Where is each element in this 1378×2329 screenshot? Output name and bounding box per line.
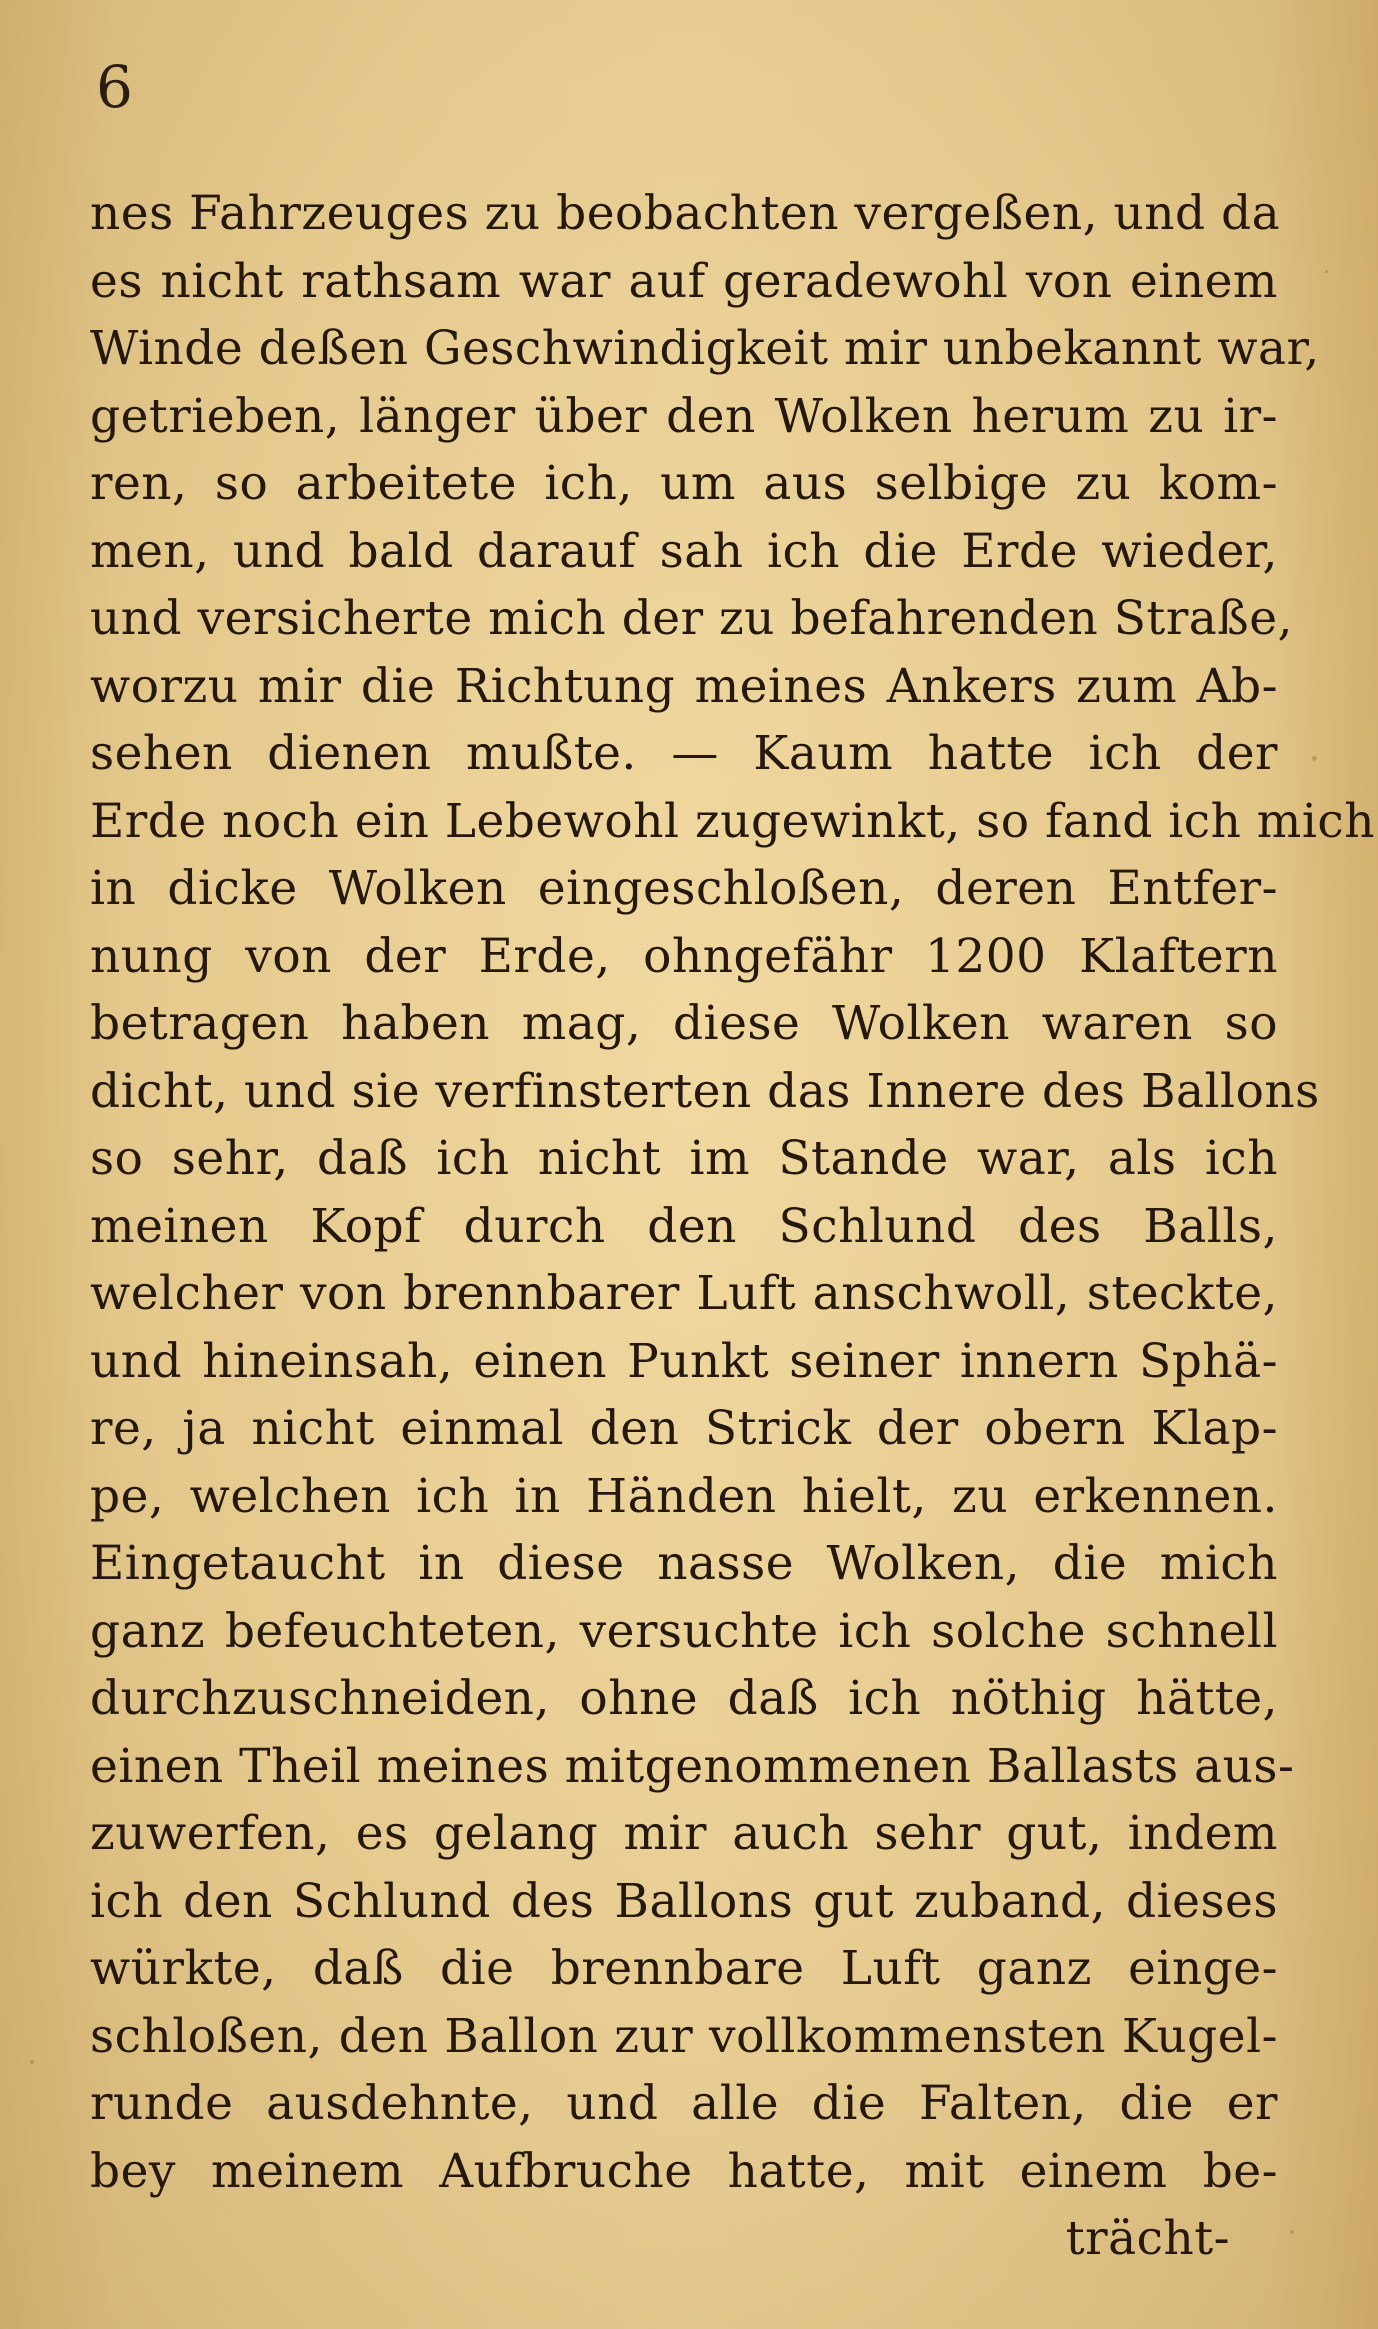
paper-speck	[1325, 270, 1328, 273]
paper-speck	[1290, 2230, 1294, 2234]
text-line: es nicht rathsam war auf geradewohl von einem	[90, 253, 1278, 309]
text-line: und hineinsah, einen Punkt seiner innern Sphä-	[90, 1333, 1278, 1389]
text-line: und versicherte mich der zu befahrenden Straße,	[90, 591, 1293, 646]
text-line: durchzuschneiden, ohne daß ich nöthig hätte,	[90, 1671, 1278, 1726]
text-line: Erde noch ein Lebewohl zugewinkt, so fand ich mich	[90, 793, 1376, 849]
text-line: dicht, und sie verfinsterten das Innere des Ballons	[90, 1063, 1320, 1119]
text-line: ich den Schlund des Ballons gut zuband, dieses	[90, 1873, 1278, 1929]
text-line: worzu mir die Richtung meines Ankers zum Ab-	[90, 658, 1278, 714]
text-line: runde ausdehnte, und alle die Falten, die er	[90, 2076, 1278, 2131]
text-line: betragen haben mag, diese Wolken waren so	[90, 996, 1278, 1051]
page-number: 6	[96, 53, 133, 121]
text-line: welcher von brennbarer Luft anschwoll, steckte,	[90, 1266, 1278, 1321]
text-line: zuwerfen, es gelang mir auch sehr gut, indem	[90, 1806, 1278, 1861]
text-line: bey meinem Aufbruche hatte, mit einem be-	[90, 2143, 1278, 2199]
text-line: meinen Kopf durch den Schlund des Balls,	[90, 1198, 1278, 1254]
paper-speck	[1312, 756, 1317, 761]
text-line: Eingetaucht in diese nasse Wolken, die mich	[90, 1536, 1278, 1591]
text-line: nung von der Erde, ohngefähr 1200 Klaftern	[90, 928, 1278, 984]
text-line: würkte, daß die brennbare Luft ganz einge-	[90, 1941, 1278, 1996]
text-line: ganz befeuchteten, versuchte ich solche schnell	[90, 1603, 1278, 1659]
text-line: men, und bald darauf sah ich die Erde wieder,	[90, 523, 1278, 579]
text-line: so sehr, daß ich nicht im Stande war, als ich	[90, 1131, 1278, 1186]
text-line: Winde deßen Geschwindigkeit mir unbekannt war,	[90, 321, 1320, 376]
text-line: sehen dienen mußte. — Kaum hatte ich der	[90, 726, 1278, 781]
text-line: in dicke Wolken eingeschloßen, deren Entfer-	[90, 861, 1278, 916]
text-line: einen Theil meines mitgenommenen Ballasts aus-	[90, 1738, 1295, 1794]
text-line: nes Fahrzeuges zu beobachten vergeßen, und da	[90, 186, 1281, 241]
text-line: re, ja nicht einmal den Strick der obern Klap-	[90, 1401, 1278, 1456]
text-line: pe, welchen ich in Händen hielt, zu erkennen.	[90, 1468, 1278, 1524]
text-line: schloßen, den Ballon zur vollkommensten Kugel-	[90, 2008, 1278, 2064]
text-line: ren, so arbeitete ich, um aus selbige zu kom-	[90, 456, 1278, 511]
body-text	[90, 180, 1376, 2273]
catchword: trächt-	[1065, 2211, 1230, 2266]
text-line: getrieben, länger über den Wolken herum zu ir-	[90, 388, 1278, 444]
paper-speck	[30, 2060, 34, 2064]
